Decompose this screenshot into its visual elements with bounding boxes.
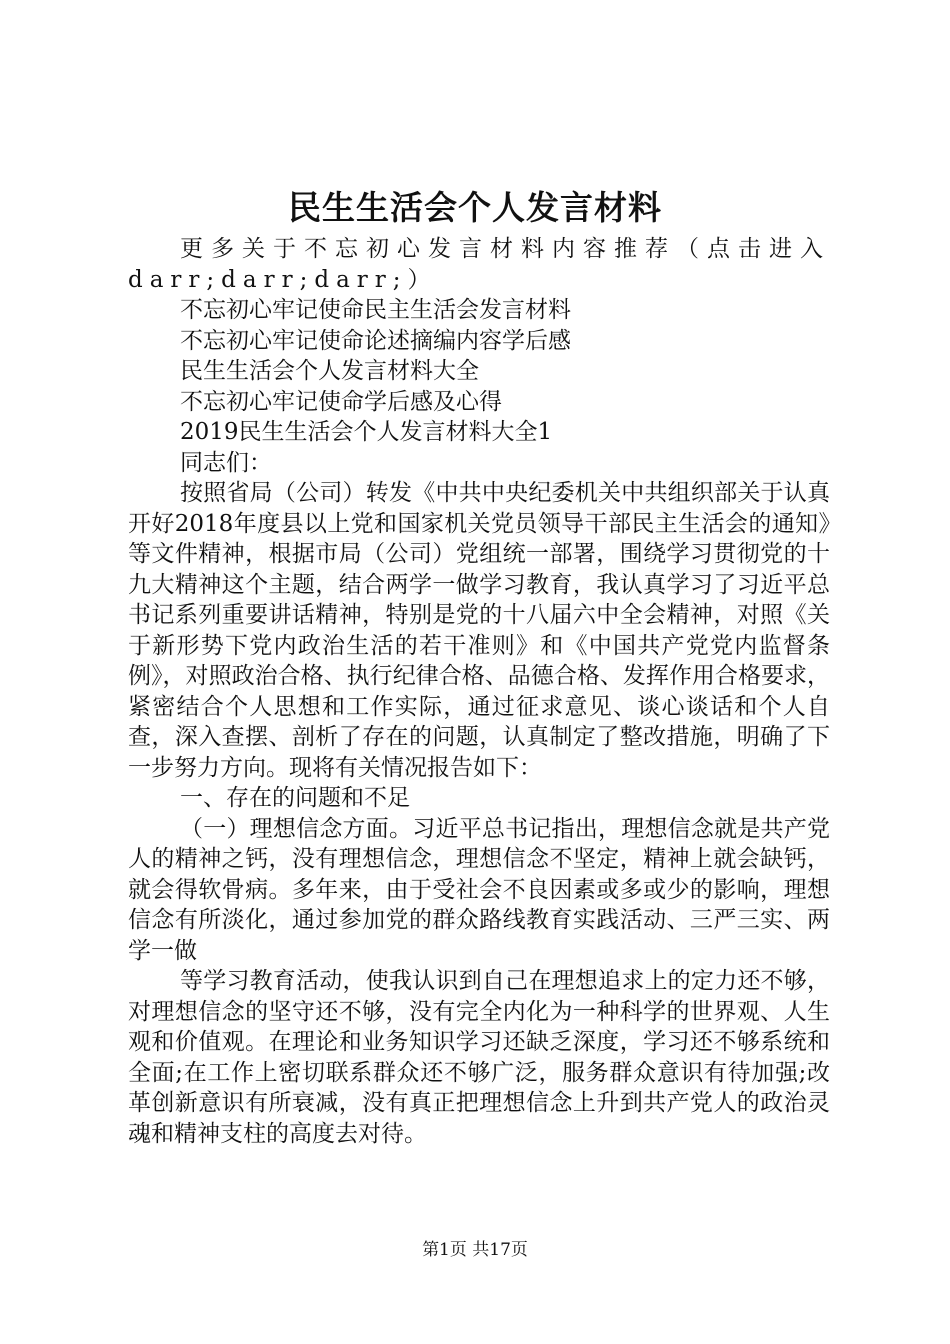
recommended-link[interactable]: 民生生活会个人发言材料大全 [180,358,479,384]
recommended-link[interactable]: 不忘初心牢记使命论述摘编内容学后感 [180,327,571,354]
recommended-link[interactable]: 不忘初心牢记使命学后感及心得 [180,388,502,415]
recommendation-intro: 更多关于不忘初心发言材料内容推荐（点击进入darr;darr;darr;） [128,236,830,293]
salutation: 同志们： [180,449,272,476]
document-body [128,234,830,1149]
section-heading: 一、存在的问题和不足 [180,785,410,811]
body-paragraph: 按照省局（公司）转发《中共中央纪委机关中共组织部关于认真开好2018年度县以上党和国家机关党员领导干部民主生活会的通知》等文件精神，根据市局（公司）党组统一部署，围绕学习贯彻党的十九大精神这个主题，结合两学一做学习教育，我认真学习了习近平总书记系列重要讲话精神，特别是党的十八届六中全会精神，对照《关于新形势下党内政治生活的若干准则》和《中国共产党党内监督条例》，对照政治合格、执行纪律合格、品德合格、发挥作用合格要求，紧密结合个人思想和工作实际，通过征求意见、谈心谈话和个人自查，深入查摆、剖析了存在的问题，认真制定了整改措施，明确了下一步努力方向。现将有关情况报告如下： [128,480,830,781]
body-paragraph: 等学习教育活动，使我认识到自己在理想追求上的定力还不够，对理想信念的坚守还不够，没有完全内化为一种科学的世界观、人生观和价值观。在理论和业务知识学习还缺乏深度，学习还不够系统和全面;在工作上密切联系群众还不够广泛，服务群众意识有待加强;改革创新意识有所衰减，没有真正把理想信念上升到共产党人的政治灵魂和精神支柱的高度去对待。 [128,968,830,1147]
page-number-footer: 第1页 共17页 [422,1240,528,1260]
body-paragraph: （一）理想信念方面。习近平总书记指出，理想信念就是共产党人的精神之钙，没有理想信念，理想信念不坚定，精神上就会缺钙，就会得软骨病。多年来，由于受社会不良因素或多或少的影响，理想信念有所淡化，通过参加党的群众路线教育实践活动、三严三实、两学一做 [128,815,830,964]
recommended-link[interactable]: 不忘初心牢记使命民主生活会发言材料 [180,297,571,323]
section-heading: 2019民生生活会个人发言材料大全1 [180,419,553,445]
document-title: 民生生活会个人发言材料 [288,188,662,227]
